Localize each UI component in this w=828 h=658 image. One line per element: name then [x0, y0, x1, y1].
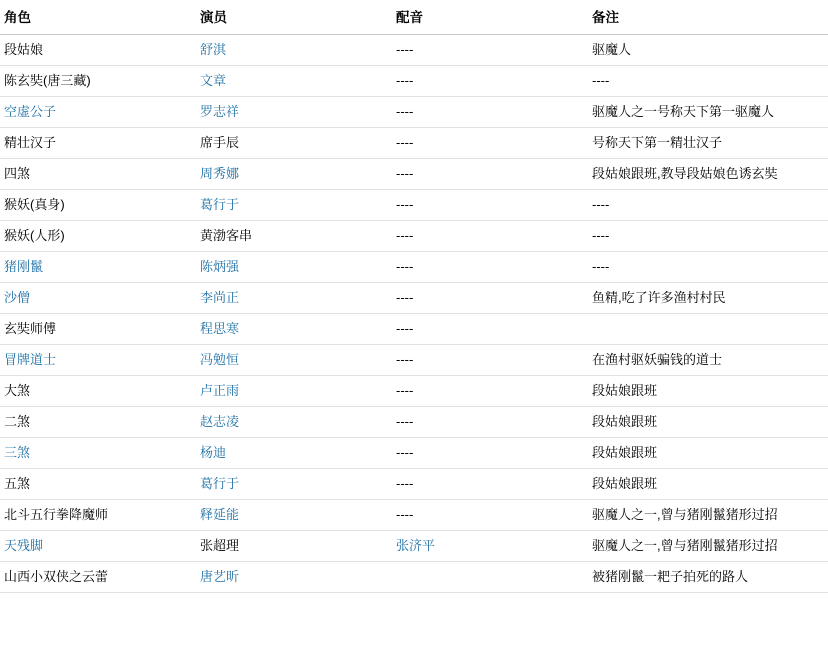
cell-actor: [196, 252, 392, 283]
cell-actor-link[interactable]: 罗志祥: [200, 104, 240, 119]
cell-voice: [392, 314, 588, 345]
cell-actor: [196, 283, 392, 314]
table-row: [0, 221, 828, 252]
cell-actor: [196, 500, 392, 531]
cell-actor-text: 黄渤客串: [200, 228, 253, 243]
cell-role: [0, 190, 196, 221]
cell-note: [588, 128, 828, 159]
cell-note-text: 被猪刚鬣一耙子拍死的路人: [592, 569, 749, 584]
cell-note: [588, 407, 828, 438]
cell-actor: [196, 531, 392, 562]
cell-voice-text: ----: [396, 259, 414, 274]
cell-voice: [392, 345, 588, 376]
column-header-note: 备注: [588, 0, 828, 35]
table-row: [0, 128, 828, 159]
cell-voice-text: ----: [396, 290, 414, 305]
cell-note: [588, 252, 828, 283]
cell-role: [0, 159, 196, 190]
cell-note: [588, 500, 828, 531]
cell-actor-link[interactable]: 葛行于: [200, 197, 240, 212]
cell-note: [588, 159, 828, 190]
cell-role: [0, 438, 196, 469]
cell-note-text: 驱魔人之一,曾与猪刚鬣猪形过招: [592, 507, 778, 522]
cell-voice: [392, 283, 588, 314]
cell-actor-link[interactable]: 文章: [200, 73, 227, 88]
cell-role-text: 精壮汉子: [4, 135, 57, 150]
column-header-role: 角色: [0, 0, 196, 35]
cell-actor-link[interactable]: 杨迪: [200, 445, 227, 460]
cell-voice-text: ----: [396, 228, 414, 243]
cell-voice-text: ----: [396, 476, 414, 491]
cell-role: [0, 500, 196, 531]
table-row: [0, 407, 828, 438]
cell-voice-text: ----: [396, 104, 414, 119]
cell-actor: [196, 562, 392, 593]
cell-actor-link[interactable]: 舒淇: [200, 42, 227, 57]
cell-voice-text: ----: [396, 414, 414, 429]
cell-note-text: ----: [592, 197, 610, 212]
cell-note-text: 鱼精,吃了许多渔村村民: [592, 290, 726, 305]
cell-note-text: ----: [592, 73, 610, 88]
cell-voice: [392, 407, 588, 438]
table-header-row: [0, 0, 828, 35]
cell-voice-text: ----: [396, 507, 414, 522]
cell-note: [588, 190, 828, 221]
cell-actor-link[interactable]: 唐艺昕: [200, 569, 240, 584]
cell-role-text: 山西小双侠之云蕾: [4, 569, 109, 584]
table-row: [0, 531, 828, 562]
cell-role-link[interactable]: 空虚公子: [4, 104, 57, 119]
table-row: [0, 97, 828, 128]
table-row: [0, 159, 828, 190]
cell-voice: [392, 128, 588, 159]
cell-note: [588, 314, 828, 345]
cell-actor-text: 席手辰: [200, 135, 240, 150]
cell-voice-link[interactable]: 张济平: [396, 538, 436, 553]
cell-role-link[interactable]: 冒牌道士: [4, 352, 57, 367]
cell-actor: [196, 314, 392, 345]
cell-note: [588, 221, 828, 252]
cell-actor: [196, 190, 392, 221]
cell-actor: [196, 221, 392, 252]
cell-role: [0, 562, 196, 593]
cell-voice: [392, 190, 588, 221]
cell-role-link[interactable]: 猪刚鬣: [4, 259, 44, 274]
cell-role: [0, 283, 196, 314]
cell-actor: [196, 66, 392, 97]
cell-note-text: 驱魔人之一号称天下第一驱魔人: [592, 104, 775, 119]
cell-actor-link[interactable]: 程思寒: [200, 321, 240, 336]
cell-actor: [196, 376, 392, 407]
cell-note-text: 在渔村驱妖骗钱的道士: [592, 352, 723, 367]
cell-role-link[interactable]: 天残脚: [4, 538, 44, 553]
cell-actor-link[interactable]: 陈炳强: [200, 259, 240, 274]
cell-role-text: 北斗五行拳降魔师: [4, 507, 109, 522]
cell-role: [0, 252, 196, 283]
cell-note: [588, 345, 828, 376]
cell-actor-link[interactable]: 冯勉恒: [200, 352, 240, 367]
cell-note-text: 段姑娘跟班: [592, 476, 658, 491]
table-row: [0, 345, 828, 376]
cell-actor-link[interactable]: 葛行于: [200, 476, 240, 491]
table-row: [0, 190, 828, 221]
cell-note-text: 驱魔人: [592, 42, 632, 57]
cell-voice: [392, 562, 588, 593]
cell-role-text: 玄奘师傅: [4, 321, 57, 336]
cell-role: [0, 97, 196, 128]
cell-role: [0, 66, 196, 97]
cell-role: [0, 128, 196, 159]
cell-actor: [196, 128, 392, 159]
cell-actor-text: 张超理: [200, 538, 240, 553]
cell-voice-text: ----: [396, 383, 414, 398]
cell-actor: [196, 345, 392, 376]
cell-note: [588, 283, 828, 314]
cell-voice: [392, 97, 588, 128]
cell-role: [0, 314, 196, 345]
cell-voice: [392, 469, 588, 500]
cell-voice-text: ----: [396, 445, 414, 460]
cell-role: [0, 376, 196, 407]
cell-note-text: 段姑娘跟班: [592, 445, 658, 460]
cell-role-text: 四煞: [4, 166, 31, 181]
cell-role-text: 五煞: [4, 476, 31, 491]
table-body: [0, 35, 828, 593]
cell-role-text: 猴妖(人形): [4, 228, 65, 243]
cell-voice: [392, 221, 588, 252]
cell-voice: [392, 531, 588, 562]
cell-voice: [392, 376, 588, 407]
table-row: [0, 35, 828, 66]
cell-role: [0, 531, 196, 562]
cell-role-text: 猴妖(真身): [4, 197, 65, 212]
cell-actor-link[interactable]: 释延能: [200, 507, 240, 522]
cell-role-text: 段姑娘: [4, 42, 44, 57]
cell-voice: [392, 252, 588, 283]
cell-voice: [392, 438, 588, 469]
table-row: [0, 376, 828, 407]
cell-role-link[interactable]: 沙僧: [4, 290, 31, 305]
cell-actor: [196, 97, 392, 128]
cell-note: [588, 97, 828, 128]
cell-note: [588, 35, 828, 66]
table-row: [0, 283, 828, 314]
cell-voice: [392, 35, 588, 66]
cell-voice-text: ----: [396, 352, 414, 367]
cell-actor: [196, 407, 392, 438]
cell-role-text: 陈玄奘(唐三藏): [4, 73, 91, 88]
cell-note-text: ----: [592, 228, 610, 243]
cell-note-text: 段姑娘跟班: [592, 414, 658, 429]
cell-voice-text: ----: [396, 197, 414, 212]
cell-voice: [392, 500, 588, 531]
column-header-actor: 演员: [196, 0, 392, 35]
cell-note: [588, 66, 828, 97]
cell-role: [0, 221, 196, 252]
cell-role-link[interactable]: 三煞: [4, 445, 31, 460]
column-header-voice: 配音: [392, 0, 588, 35]
cell-role-text: 二煞: [4, 414, 31, 429]
cell-role: [0, 407, 196, 438]
cell-note: [588, 562, 828, 593]
cell-note-text: 段姑娘跟班,教导段姑娘色诱玄奘: [592, 166, 778, 181]
cell-voice-text: ----: [396, 321, 414, 336]
cell-voice-text: ----: [396, 166, 414, 181]
cell-actor: [196, 469, 392, 500]
cell-note-text: 驱魔人之一,曾与猪刚鬣猪形过招: [592, 538, 778, 553]
cell-role: [0, 345, 196, 376]
cell-role: [0, 469, 196, 500]
table-row: [0, 469, 828, 500]
cell-actor-link[interactable]: 李尚正: [200, 290, 240, 305]
table-row: [0, 314, 828, 345]
table-row: [0, 562, 828, 593]
cell-note-text: ----: [592, 259, 610, 274]
table-row: [0, 252, 828, 283]
cell-note: [588, 376, 828, 407]
cell-note: [588, 531, 828, 562]
cell-note: [588, 438, 828, 469]
table-row: [0, 500, 828, 531]
cell-note-text: 段姑娘跟班: [592, 383, 658, 398]
cell-voice-text: ----: [396, 42, 414, 57]
cell-voice-text: ----: [396, 135, 414, 150]
cell-voice: [392, 66, 588, 97]
cell-actor-link[interactable]: 卢正雨: [200, 383, 240, 398]
table-header: [0, 0, 828, 35]
table-row: [0, 66, 828, 97]
cell-actor: [196, 438, 392, 469]
cell-note: [588, 469, 828, 500]
table-row: [0, 438, 828, 469]
cell-role-text: 大煞: [4, 383, 31, 398]
cell-actor: [196, 159, 392, 190]
cell-actor: [196, 35, 392, 66]
cell-voice-text: ----: [396, 73, 414, 88]
cell-actor-link[interactable]: 赵志凌: [200, 414, 240, 429]
cell-actor-link[interactable]: 周秀娜: [200, 166, 240, 181]
cell-note-text: 号称天下第一精壮汉子: [592, 135, 723, 150]
cell-voice: [392, 159, 588, 190]
cell-role: [0, 35, 196, 66]
